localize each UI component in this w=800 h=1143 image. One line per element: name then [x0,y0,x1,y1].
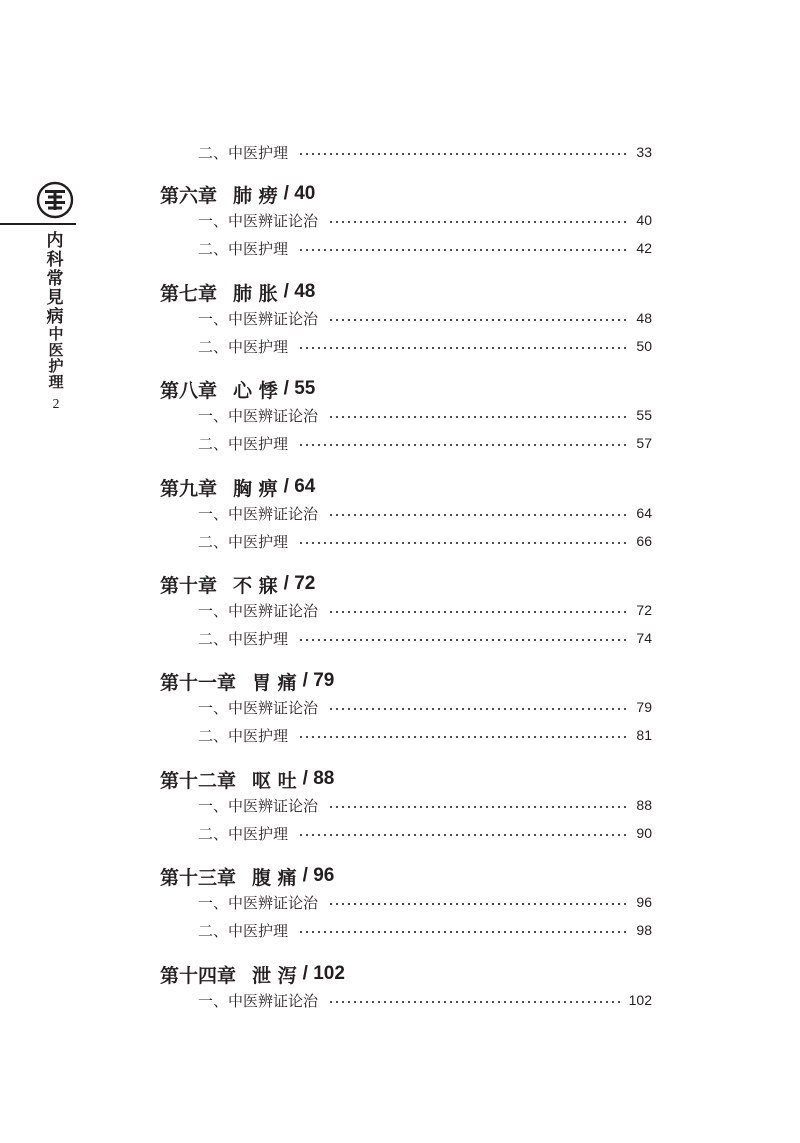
running-head-rule [0,223,76,225]
section-title: 一、中医辨证论治 [198,406,319,425]
chapter-page: / 102 [302,963,345,984]
chapter-page: / 88 [302,768,335,789]
dot-leader [328,416,628,418]
toc-section-entry [198,432,652,454]
running-head-subtitle: 中医护理 [48,325,64,391]
toc-chapter-heading [160,863,334,889]
dot-leader [298,444,628,446]
toc-section-entry [198,599,652,621]
section-page: 102 [628,992,652,1008]
toc-section-entry [198,141,652,163]
toc-section-entry [198,891,652,913]
dot-leader [298,542,628,544]
chapter-number: 第十章 [160,574,218,597]
toc-section-entry [198,335,652,357]
dot-leader [328,611,628,613]
section-title: 二、中医护理 [198,239,289,258]
section-title: 一、中医辨证论治 [198,698,319,717]
chapter-title: 呕 吐 [252,769,297,792]
toc-chapter-heading [160,668,334,694]
chapter-page: / 48 [283,281,316,302]
section-title: 二、中医护理 [198,726,289,745]
section-page: 81 [636,727,652,743]
chapter-number: 第十一章 [160,671,237,694]
chapter-page: / 96 [302,865,335,886]
toc-section-entry [198,502,652,524]
section-page: 55 [636,407,652,423]
dot-leader [328,319,628,321]
section-page: 66 [636,533,652,549]
section-title: 一、中医辨证论治 [198,991,319,1010]
toc-chapter-heading [160,181,315,207]
dot-leader [328,708,628,710]
running-head-title: 内科常見病 [46,231,64,327]
section-title: 一、中医辨证论治 [198,601,319,620]
shou-longevity-icon [36,181,74,219]
toc-section-entry [198,794,652,816]
chapter-page: / 64 [283,476,316,497]
toc-chapter-heading [160,279,315,305]
toc-chapter-heading [160,376,315,402]
chapter-title: 泄 泻 [252,964,297,987]
section-page: 42 [636,240,652,256]
dot-leader [328,806,628,808]
section-title: 一、中医辨证论治 [198,796,319,815]
chapter-title: 肺 痨 [233,184,278,207]
toc-chapter-heading [160,766,334,792]
chapter-number: 第十三章 [160,866,237,889]
chapter-title: 胃 痛 [252,671,297,694]
chapter-number: 第十四章 [160,964,237,987]
dot-leader [328,1001,621,1003]
chapter-number: 第七章 [160,282,218,305]
chapter-number: 第九章 [160,477,218,500]
section-title: 二、中医护理 [198,824,289,843]
toc-section-entry [198,627,652,649]
toc-section-entry [198,404,652,426]
dot-leader [298,347,628,349]
dot-leader [298,639,628,641]
section-page: 57 [636,435,652,451]
section-page: 74 [636,630,652,646]
dot-leader [328,221,628,223]
chapter-number: 第十二章 [160,769,237,792]
section-title: 二、中医护理 [198,629,289,648]
section-page: 33 [636,144,652,160]
section-title: 一、中医辨证论治 [198,893,319,912]
section-page: 64 [636,505,652,521]
toc-section-entry [198,919,652,941]
section-title: 二、中医护理 [198,434,289,453]
section-title: 二、中医护理 [198,143,289,162]
section-title: 二、中医护理 [198,921,289,940]
toc-chapter-heading [160,961,345,987]
section-title: 一、中医辨证论治 [198,309,319,328]
toc-section-entry [198,989,652,1011]
section-title: 一、中医辨证论治 [198,211,319,230]
chapter-page: / 79 [302,670,335,691]
chapter-title: 腹 痛 [252,866,297,889]
section-page: 90 [636,825,652,841]
section-title: 一、中医辨证论治 [198,504,319,523]
chapter-page: / 40 [283,183,316,204]
chapter-number: 第六章 [160,184,218,207]
toc-section-entry [198,822,652,844]
section-page: 88 [636,797,652,813]
section-page: 48 [636,310,652,326]
toc-section-entry [198,237,652,259]
dot-leader [298,153,628,155]
toc-chapter-heading [160,571,315,597]
toc-section-entry [198,209,652,231]
section-page: 98 [636,922,652,938]
section-title: 二、中医护理 [198,337,289,356]
page-number: 2 [52,397,60,412]
chapter-title: 心 悸 [233,379,278,402]
chapter-title: 肺 胀 [233,282,278,305]
section-page: 72 [636,602,652,618]
chapter-page: / 55 [283,378,316,399]
section-title: 二、中医护理 [198,532,289,551]
chapter-title: 不 寐 [233,574,278,597]
dot-leader [298,736,628,738]
dot-leader [298,931,628,933]
chapter-number: 第八章 [160,379,218,402]
section-page: 40 [636,212,652,228]
section-page: 79 [636,699,652,715]
toc-section-entry [198,696,652,718]
toc-chapter-heading [160,474,315,500]
toc-section-entry [198,530,652,552]
chapter-title: 胸 痹 [233,477,278,500]
dot-leader [298,834,628,836]
dot-leader [298,249,628,251]
toc-section-entry [198,307,652,329]
dot-leader [328,514,628,516]
section-page: 96 [636,894,652,910]
toc-section-entry [198,724,652,746]
section-page: 50 [636,338,652,354]
dot-leader [328,903,628,905]
chapter-page: / 72 [283,573,316,594]
